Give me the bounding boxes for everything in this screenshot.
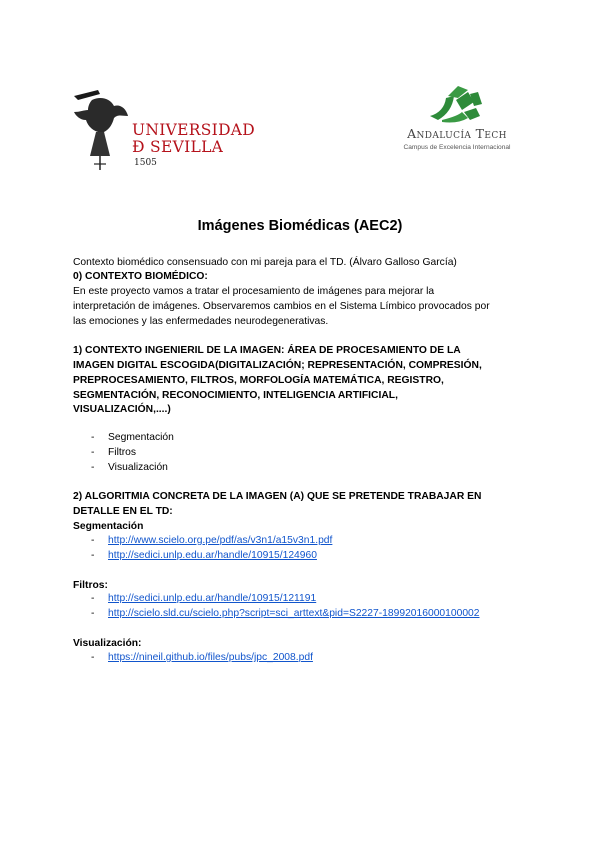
reference-link[interactable]: https://nineil.github.io/files/pubs/jpc_2008.pdf (108, 652, 313, 663)
group-label-filtros: Filtros: (73, 580, 108, 591)
section1-heading: VISUALIZACIÓN,....) (73, 404, 171, 415)
andalucia-tech-globe-icon (428, 82, 484, 124)
list-item: Visualización (108, 462, 168, 473)
list-bullet: - (91, 608, 95, 619)
list-bullet: - (91, 535, 95, 546)
section0-heading: 0) CONTEXTO BIOMÉDICO: (73, 271, 208, 282)
reference-link[interactable]: http://scielo.sld.cu/scielo.php?script=sci_arttext&pid=S2227-18992016000100002 (108, 608, 480, 619)
intro-text: Contexto biomédico consensuado con mi pareja para el TD. (Álvaro Galloso García) (73, 257, 457, 268)
list-item: Segmentación (108, 432, 174, 443)
section1-heading: IMAGEN DIGITAL ESCOGIDA(DIGITALIZACIÓN; REPRESENTACIÓN, COMPRESIÓN, (73, 360, 482, 371)
section2-heading: DETALLE EN EL TD: (73, 506, 173, 517)
section1-heading: SEGMENTACIÓN, RECONOCIMIENTO, INTELIGENCIA ARTIFICIAL, (73, 390, 398, 401)
list-bullet: - (91, 462, 95, 473)
list-bullet: - (91, 593, 95, 604)
section0-line: En este proyecto vamos a tratar el procesamiento de imágenes para mejorar la (73, 286, 435, 297)
andalucia-tech-name: Andalucía Tech (407, 126, 507, 141)
universidad-sevilla-year: 1505 (134, 158, 157, 168)
section1-heading: PREPROCESAMIENTO, FILTROS, MORFOLOGÍA MATEMÁTICA, REGISTRO, (73, 375, 444, 386)
giralda-angel-emblem-icon (70, 86, 130, 170)
reference-link[interactable]: http://sedici.unlp.edu.ar/handle/10915/121191 (108, 593, 317, 604)
list-bullet: - (91, 652, 95, 663)
andalucia-tech-subtitle: Campus de Excelencia Internacional (403, 144, 511, 151)
section0-line: las emociones y las enfermedades neurodegenerativas. (73, 316, 329, 327)
list-bullet: - (91, 447, 95, 458)
andalucia-tech-logo (382, 82, 532, 157)
universidad-sevilla-logo (70, 86, 256, 170)
list-bullet: - (91, 550, 95, 561)
reference-link[interactable]: http://www.scielo.org.pe/pdf/as/v3n1/a15v3n1.pdf (108, 535, 333, 546)
section2-heading: 2) ALGORITMIA CONCRETA DE LA IMAGEN (A) QUE SE PRETENDE TRABAJAR EN (73, 491, 482, 502)
list-bullet: - (91, 432, 95, 443)
universidad-sevilla-name: UNIVERSIDAD Ð SEVILLA (132, 121, 256, 156)
page-title: Imágenes Biomédicas (AEC2) (197, 218, 403, 234)
section0-line: interpretación de imágenes. Observaremos cambios en el Sistema Límbico provocados por (73, 301, 490, 312)
section1-heading: 1) CONTEXTO INGENIERIL DE LA IMAGEN: ÁREA DE PROCESAMIENTO DE LA (73, 345, 461, 356)
group-label-visualizacion: Visualización: (73, 638, 142, 649)
group-label-segmentacion: Segmentación (73, 521, 144, 532)
reference-link[interactable]: http://sedici.unlp.edu.ar/handle/10915/124960 (108, 550, 317, 561)
list-item: Filtros (108, 447, 137, 458)
